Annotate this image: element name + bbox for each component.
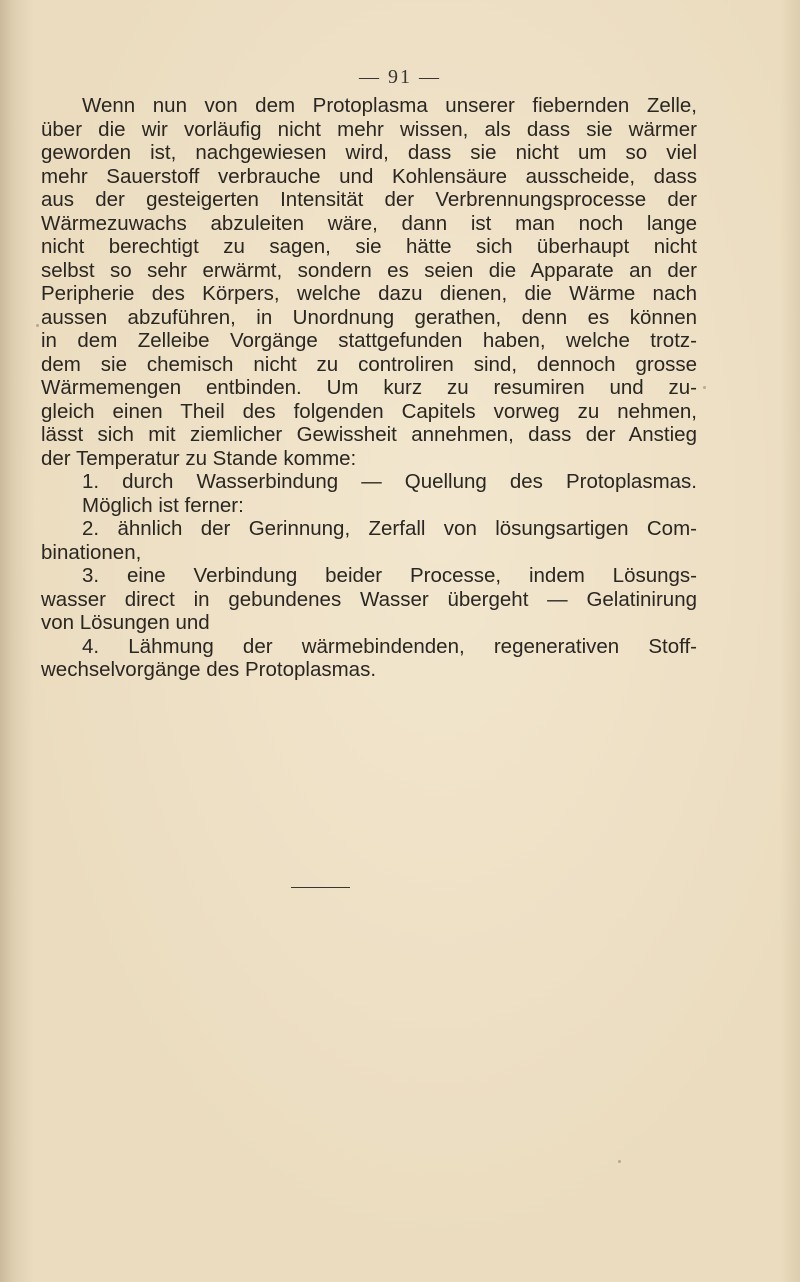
text-line: aussen abzuführen, in Unordnung gerathen, denn es können xyxy=(41,305,697,329)
text-line: selbst so sehr erwärmt, sondern es seien die Apparate an der xyxy=(41,258,697,282)
list-item-3: 3. eine Verbindung beider Processe, indem Lösungs- xyxy=(82,564,697,587)
list-item-1: 1. durch Wasserbindung — Quellung des Protoplasmas. xyxy=(82,470,697,493)
text-line: geworden ist, nachgewiesen wird, dass sie nicht um so viel xyxy=(41,141,697,164)
page-number: — 91 — xyxy=(359,66,441,88)
end-rule xyxy=(291,887,350,888)
text-line: lässt sich mit ziemlicher Gewissheit annehmen, dass der Anstieg xyxy=(41,423,697,446)
text-line: der Temperatur zu Stande komme: xyxy=(41,446,357,470)
text-line: Möglich ist ferner: xyxy=(82,493,244,517)
text-line: binationen, xyxy=(41,540,142,564)
list-item-4: 4. Lähmung der wärmebindenden, regenerativen Stoff- xyxy=(82,634,697,658)
text-line: aus der gesteigerten Intensität der Verbrennungsprocesse der xyxy=(41,188,697,211)
paper-speck xyxy=(703,386,706,389)
text-line: mehr Sauerstoff verbrauche und Kohlensäure ausscheide, dass xyxy=(41,164,697,188)
paper-speck xyxy=(618,1160,621,1163)
paper-speck xyxy=(36,324,39,327)
text-line: Wenn nun von dem Protoplasma unserer fiebernden Zelle, xyxy=(82,94,697,117)
text-line: in dem Zelleibe Vorgänge stattgefunden haben, welche trotz- xyxy=(41,329,697,352)
text-line: dem sie chemisch nicht zu controliren sind, dennoch grosse xyxy=(41,352,697,376)
text-line: Wärmezuwachs abzuleiten wäre, dann ist man noch lange xyxy=(41,211,697,235)
body-text xyxy=(41,94,697,682)
text-line: Peripherie des Körpers, welche dazu dienen, die Wärme nach xyxy=(41,282,697,305)
text-line: von Lösungen und xyxy=(41,611,210,634)
text-line: wechselvorgänge des Protoplasmas. xyxy=(41,658,377,681)
text-line: wasser direct in gebundenes Wasser übergeht — Gelatinirung xyxy=(41,587,697,611)
text-line: gleich einen Theil des folgenden Capitels vorweg zu nehmen, xyxy=(41,399,697,423)
text-line: über die wir vorläufig nicht mehr wissen, als dass sie wärmer xyxy=(41,117,697,141)
text-line: nicht berechtigt zu sagen, sie hätte sich überhaupt nicht xyxy=(41,235,697,258)
text-line: Wärmemengen entbinden. Um kurz zu resumiren und zu- xyxy=(41,376,697,399)
list-item-2: 2. ähnlich der Gerinnung, Zerfall von lösungsartigen Com- xyxy=(82,517,697,540)
